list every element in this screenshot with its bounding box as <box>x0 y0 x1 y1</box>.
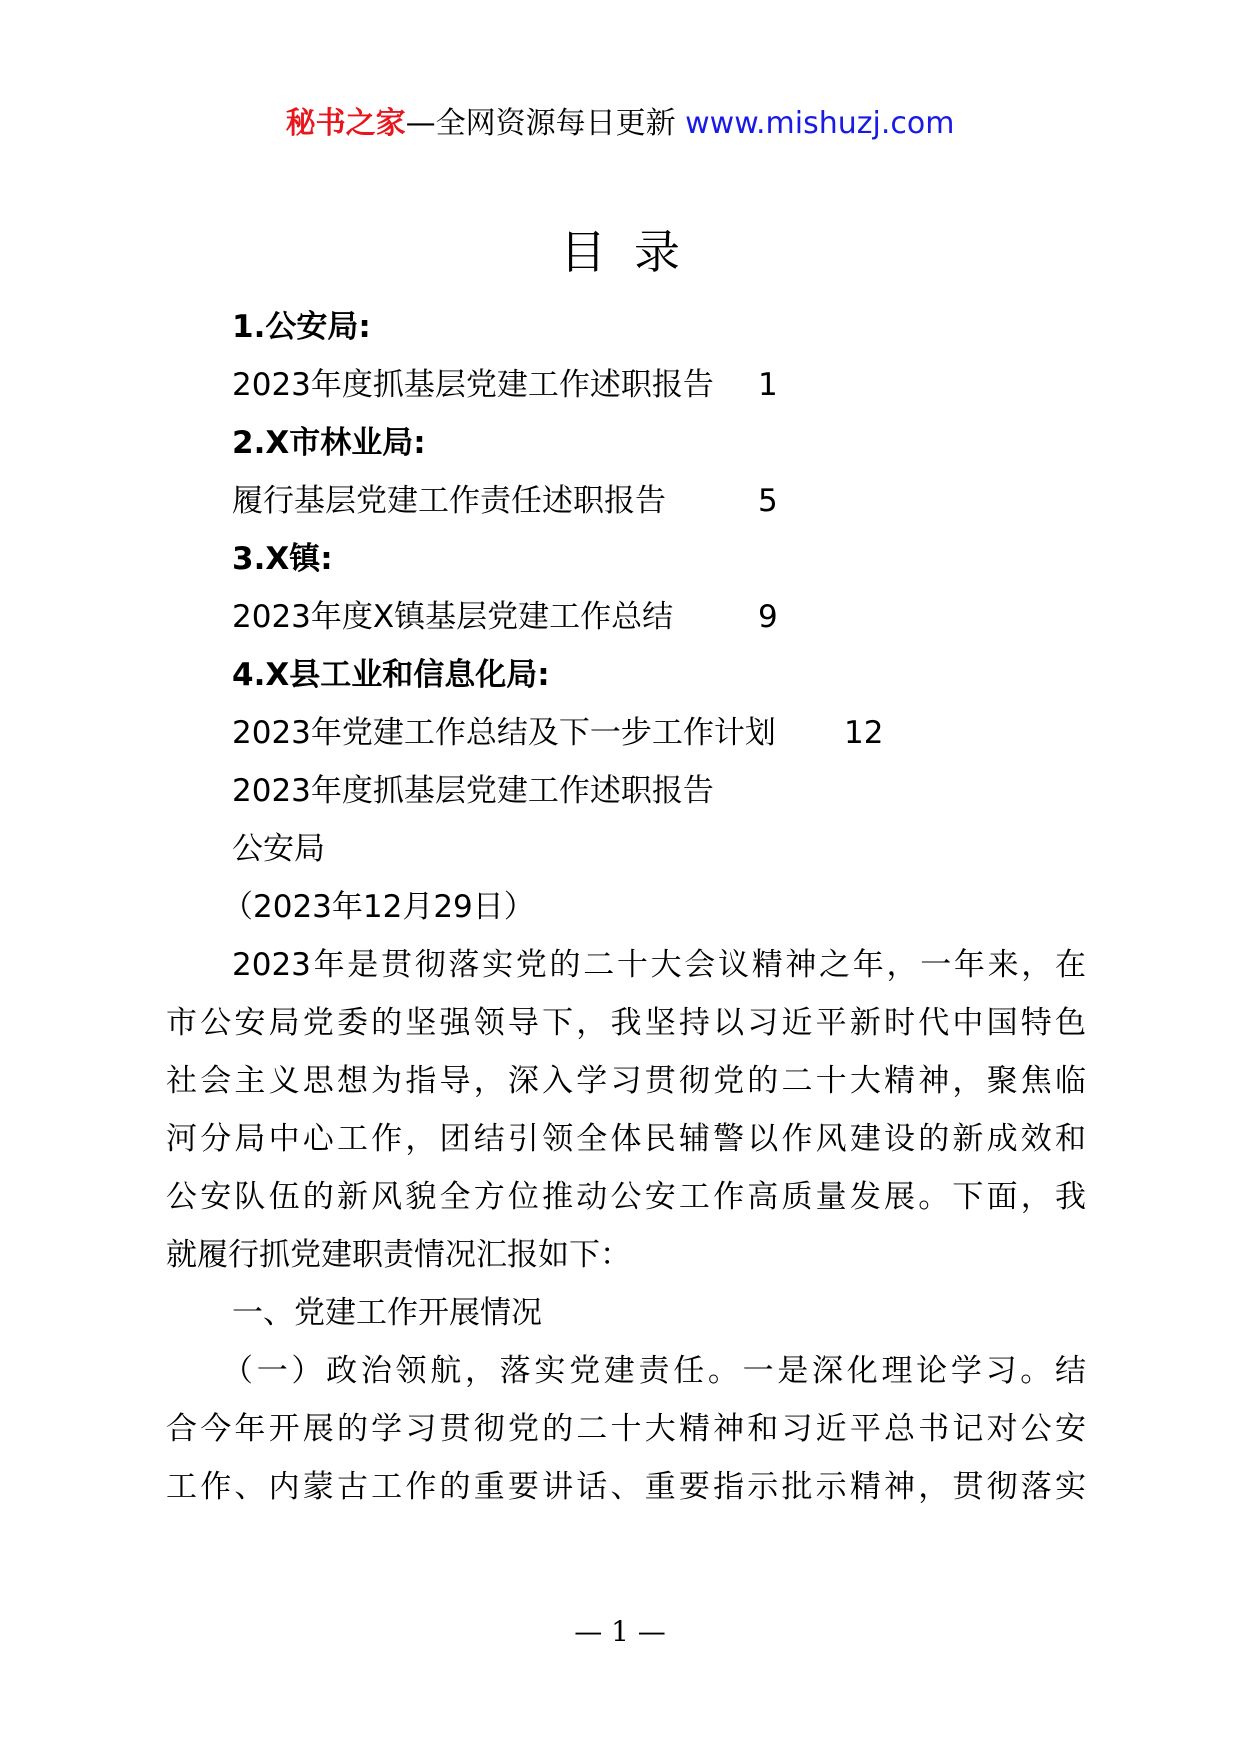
toc-entry[interactable] <box>232 472 1132 530</box>
toc-entry[interactable] <box>232 588 1132 646</box>
site-tagline: —全网资源每日更新 <box>405 106 676 141</box>
toc-entry-page: 12 <box>844 715 884 751</box>
toc-entry-label: 2023年党建工作总结及下一步工作计划 <box>232 715 776 751</box>
toc-heading: 2.X市林业局: <box>232 425 426 461</box>
toc-entry-page: 5 <box>758 483 778 519</box>
paragraph-line: 市公安局党委的坚强领导下，我坚持以习近平新时代中国特色 <box>166 1005 1086 1041</box>
toc-entry-label: 2023年度X镇基层党建工作总结 <box>232 599 674 635</box>
toc-heading: 1.公安局: <box>232 309 371 345</box>
toc-entry-page: 9 <box>758 599 778 635</box>
section-heading: 一、党建工作开展情况 <box>232 1295 542 1331</box>
paragraph-line: 就履行抓党建职责情况汇报如下： <box>166 1237 631 1273</box>
toc-title: 目录 <box>560 225 708 279</box>
site-brand: 秘书之家 <box>285 106 406 141</box>
site-header <box>0 100 1240 148</box>
paragraph-line: 公安队伍的新风貌全方位推动公安工作高质量发展。下面，我 <box>166 1179 1086 1215</box>
page-number: — 1 — <box>574 1615 666 1648</box>
toc-heading: 4.X县工业和信息化局: <box>232 657 550 693</box>
paragraph <box>166 936 1086 1284</box>
paragraph-line: 社会主义思想为指导，深入学习贯彻党的二十大精神，聚焦临 <box>166 1063 1086 1099</box>
paragraph-line: 工作、内蒙古工作的重要讲话、重要指示批示精神，贯彻落实 <box>166 1469 1086 1505</box>
toc-entry-label: 2023年度抓基层党建工作述职报告 <box>232 367 714 403</box>
paragraph-line: （一）政治领航，落实党建责任。一是深化理论学习。结 <box>222 1353 1086 1389</box>
table-of-contents <box>232 298 1132 762</box>
toc-entry-page: 1 <box>758 367 778 403</box>
toc-entry[interactable] <box>232 704 1132 762</box>
site-url[interactable]: www.mishuzj.com <box>685 106 955 141</box>
doc-title: 2023年度抓基层党建工作述职报告 <box>232 773 714 809</box>
paragraph <box>166 1342 1086 1516</box>
paragraph-line: 合今年开展的学习贯彻党的二十大精神和习近平总书记对公安 <box>166 1411 1086 1447</box>
toc-entry-label: 履行基层党建工作责任述职报告 <box>232 483 666 519</box>
paragraph-line: 河分局中心工作，团结引领全体民辅警以作风建设的新成效和 <box>166 1121 1086 1157</box>
paragraph-line: 2023年是贯彻落实党的二十大会议精神之年，一年来，在 <box>232 947 1086 983</box>
doc-org: 公安局 <box>232 831 325 867</box>
toc-entry[interactable] <box>232 356 1132 414</box>
document-body <box>166 762 1086 1516</box>
doc-date: （2023年12月29日） <box>222 889 535 925</box>
toc-heading: 3.X镇: <box>232 541 333 577</box>
